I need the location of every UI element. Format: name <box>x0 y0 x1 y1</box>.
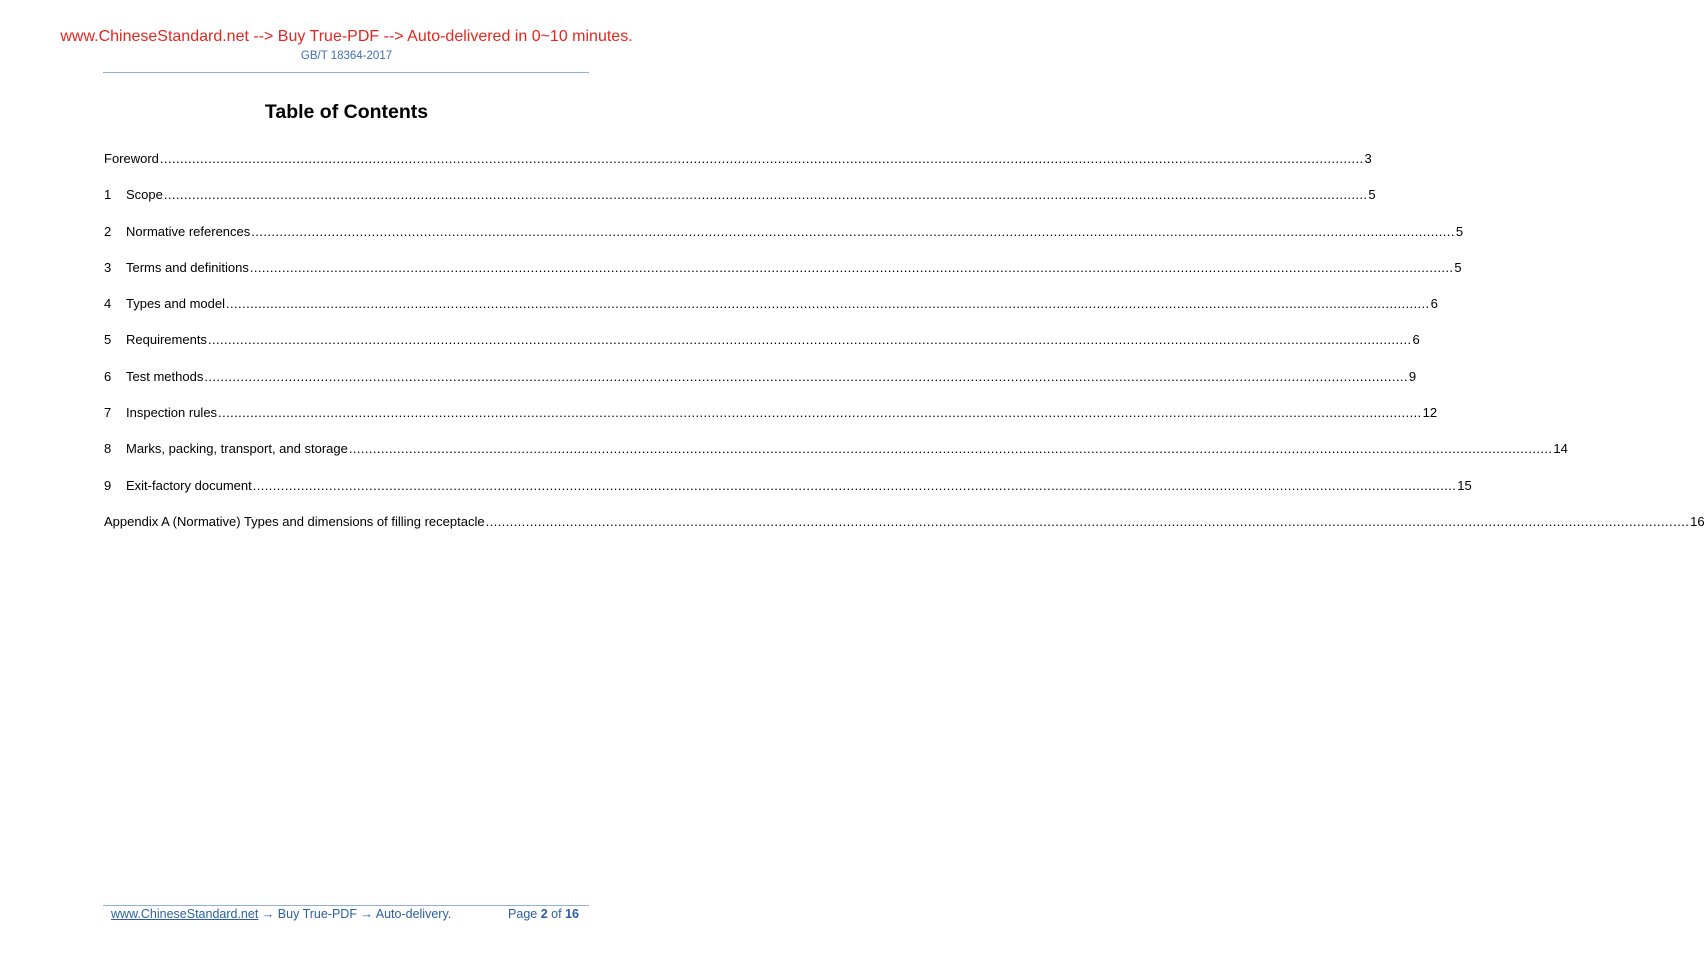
footer-site-link[interactable]: www.ChineseStandard.net <box>111 907 259 921</box>
table-of-contents <box>104 151 1705 550</box>
toc-leader: ............................................................................................................................................................................................................................................................................................................ <box>251 223 1455 239</box>
toc-entry-scope[interactable] <box>104 187 1376 223</box>
footer-delivery-text: Auto-delivery. <box>375 907 452 921</box>
toc-page: 5 <box>1454 259 1462 275</box>
toc-page: 15 <box>1457 477 1472 493</box>
toc-leader: ............................................................................................................................................................................................................................................................................................................ <box>218 405 1422 421</box>
page-title: Table of Contents <box>264 101 429 123</box>
toc-leader: ............................................................................................................................................................................................................................................................................................................ <box>249 259 1454 275</box>
page-total: 16 <box>565 907 579 921</box>
footer-divider <box>103 905 589 906</box>
toc-leader: ............................................................................................................................................................................................................................................................................................................ <box>163 187 1368 203</box>
toc-entry-appendix-a[interactable] <box>104 513 1705 550</box>
toc-entry-terms-and-definitions[interactable] <box>104 259 1462 296</box>
toc-label: Requirements <box>126 332 207 348</box>
toc-page: 9 <box>1408 368 1417 384</box>
toc-label: Terms and definitions <box>126 259 249 275</box>
toc-leader: ............................................................................................................................................................................................................................................................................................................ <box>252 477 1457 493</box>
toc-number: 7 <box>104 405 112 421</box>
toc-entry-test-methods[interactable] <box>104 368 1417 405</box>
toc-number: 1 <box>104 187 112 203</box>
toc-label: Marks, packing, transport, and storage <box>126 441 348 457</box>
toc-page: 5 <box>1368 187 1376 203</box>
toc-page: 6 <box>1412 332 1420 348</box>
toc-page: 6 <box>1430 296 1438 312</box>
toc-page: 14 <box>1553 441 1568 457</box>
page-footer <box>111 907 581 921</box>
page-of-label: of <box>551 907 562 921</box>
toc-number: 5 <box>104 332 112 348</box>
toc-leader: ............................................................................................................................................................................................................................................................................................................ <box>485 513 1690 529</box>
toc-label: Exit-factory document <box>126 477 252 493</box>
arrow-right-icon: → <box>261 907 275 921</box>
page-indicator <box>508 907 579 921</box>
toc-label: Inspection rules <box>126 405 218 421</box>
toc-label: Types and model <box>126 296 226 312</box>
standard-code: GB/T 18364-2017 <box>300 50 393 62</box>
toc-entry-exit-factory-document[interactable] <box>104 477 1472 514</box>
toc-entry-foreword[interactable] <box>104 151 1372 187</box>
toc-number: 9 <box>104 477 112 493</box>
toc-number: 6 <box>104 368 112 384</box>
toc-number: 3 <box>104 259 112 275</box>
toc-number: 4 <box>104 296 112 312</box>
toc-entry-inspection-rules[interactable] <box>104 405 1438 441</box>
toc-leader: ............................................................................................................................................................................................................................................................................................................ <box>348 441 1553 457</box>
toc-entry-requirements[interactable] <box>104 332 1420 368</box>
arrow-right-icon: → <box>360 907 373 921</box>
toc-number: 8 <box>104 441 112 457</box>
toc-label: Test methods <box>126 368 204 384</box>
toc-label: Foreword <box>104 151 159 166</box>
header-divider <box>103 72 589 73</box>
page-label: Page <box>508 907 538 921</box>
toc-label: Scope <box>126 187 163 203</box>
toc-label: Normative references <box>126 223 251 239</box>
toc-entry-marks-packing[interactable] <box>104 441 1568 477</box>
toc-leader: ............................................................................................................................................................................................................................................................................................................ <box>207 332 1412 348</box>
toc-page: 16 <box>1690 513 1705 529</box>
footer-buy-text: Buy True-PDF <box>277 907 357 921</box>
toc-page: 12 <box>1422 405 1438 421</box>
toc-leader: ............................................................................................................................................................................................................................................................................................................ <box>226 296 1430 312</box>
page-current: 2 <box>540 907 548 921</box>
toc-leader: ............................................................................................................................................................................................................................................................................................................ <box>159 151 1364 166</box>
toc-number: 2 <box>104 223 112 239</box>
header-banner[interactable]: www.ChineseStandard.net --> Buy True-PDF --> Auto-delivered in 0~10 minutes. <box>60 28 633 45</box>
toc-page: 3 <box>1364 151 1372 166</box>
toc-leader: ............................................................................................................................................................................................................................................................................................................ <box>204 368 1408 384</box>
toc-label: Appendix A (Normative) Types and dimensions of filling receptacle <box>104 513 485 529</box>
toc-page: 5 <box>1455 223 1464 239</box>
toc-entry-types-and-model[interactable] <box>104 296 1438 332</box>
toc-entry-normative-references[interactable] <box>104 223 1464 260</box>
